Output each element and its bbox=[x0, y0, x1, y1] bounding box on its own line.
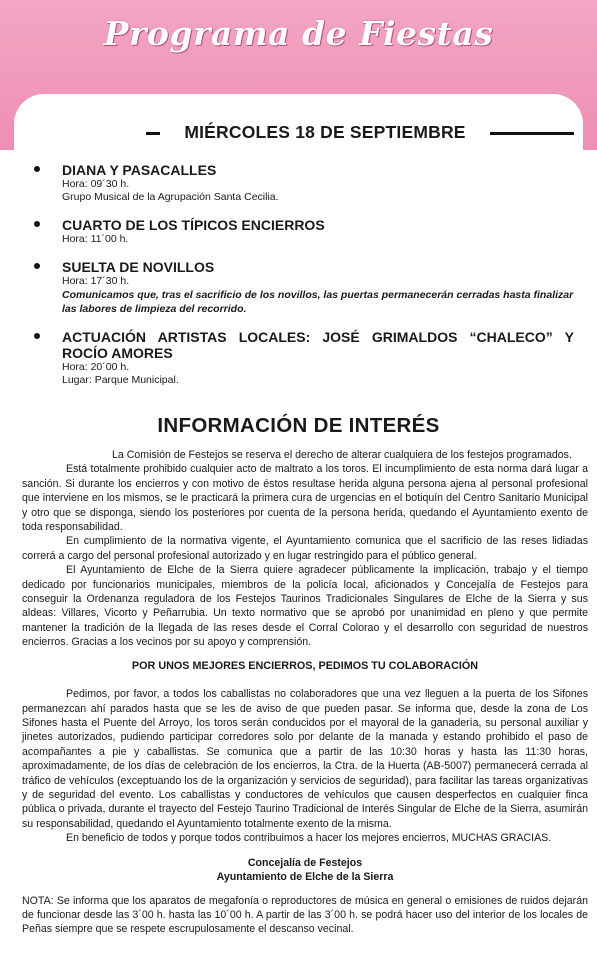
info-subheading: POR UNOS MEJORES ENCIERROS, PEDIMOS TU COLABORACIÓN bbox=[131, 659, 479, 672]
bullet-icon bbox=[34, 221, 40, 227]
info-paragraph: La Comisión de Festejos se reserva el derecho de alterar cualquiera de los festejos programados. bbox=[112, 449, 572, 461]
event-item bbox=[34, 259, 574, 316]
info-paragraph: Pedimos, por favor, a todos los caballistas no colaboradores que una vez lleguen a la puerta de los Sifones permanezcan ahí parados hasta que se les de aviso de que pueden pasar. Se informa que, desde la zona de Los Sifones hasta el Puente del Arroyo, los toros serán conducidos por el mayoral de la ganadería, su personal auxiliar y jinetes autorizados, pudiendo participar corredores solo por delante de la manada y estando prohibido el paso de acompañantes a pie y caballistas. Se comunica que a partir de las 10:30 horas y hasta las 11:30 horas, aproximadamente, de los días de celebración de los encierros, la Ctra. de la Huerta (AB-5007) permanecerá cerrada al tráfico de vehículos (exceptuando los de la organización y servicios de seguridad), para facilitar las tareas organizativas y de seguridad del evento. Los caballistas y conductores de vehículos que causen desperfectos en cualquier finca pública o privada, durante el trayecto del Festejo Taurino Tradicional de Interés Singular de Elche de la Sierra, asumirán su responsabilidad, quedando el Ayuntamiento totalmente exento de la misma. bbox=[22, 688, 588, 830]
event-time: Hora: 20´00 h. bbox=[62, 361, 130, 373]
event-item bbox=[34, 329, 574, 387]
info-paragraph: En beneficio de todos y porque todos contribuimos a hacer los mejores encierros, MUCHAS GRACIAS. bbox=[66, 832, 552, 845]
event-location: Lugar: Parque Municipal. bbox=[62, 374, 179, 386]
event-time: Hora: 17´30 h. bbox=[62, 275, 130, 287]
event-time: Hora: 09´30 h. bbox=[62, 178, 130, 190]
event-title: CUARTO DE LOS TÍPICOS ENCIERROS bbox=[62, 217, 325, 233]
page-title: Programa de Fiestas bbox=[103, 14, 494, 53]
day-heading bbox=[18, 122, 578, 144]
info-body bbox=[22, 448, 588, 937]
day-title: MIÉRCOLES 18 DE SEPTIEMBRE bbox=[160, 122, 490, 143]
info-paragraph: Está totalmente prohibido cualquier acto de maltrato a los toros. El incumplimiento de esta norma dará lugar a sanción. Si durante los encierros y con motivo de éstos resultase herida alguna persona ajena al personal profesional que interviene en los mismos, se le practicará la primera cura de urgencias en el botiquín del Centro Sanitario Municipal y otro que se disponga, siendo los posteriores por cuenta de la persona herida, quedando el Ayuntamiento exento de toda responsabilidad. bbox=[22, 463, 588, 534]
info-heading: INFORMACIÓN DE INTERÉS bbox=[157, 414, 440, 437]
bullet-icon bbox=[34, 263, 40, 269]
info-paragraph: En cumplimiento de la normativa vigente, el Ayuntamiento comunica que el sacrificio de las reses lidiadas correrá a cargo del personal profesional autorizado y en lugar restringido para el público general. bbox=[22, 535, 588, 562]
divider-right bbox=[484, 132, 574, 135]
event-detail: Grupo Musical de la Agrupación Santa Cecilia. bbox=[62, 191, 279, 203]
event-title: ACTUACIÓN ARTISTAS LOCALES: JOSÉ GRIMALDOS “CHALECO” Y ROCÍO AMORES bbox=[62, 329, 574, 361]
signature-line: Ayuntamiento de Elche de la Sierra bbox=[216, 870, 394, 883]
signature-line: Concejalía de Festejos bbox=[247, 856, 363, 869]
bullet-icon bbox=[34, 333, 40, 339]
info-paragraph: El Ayuntamiento de Elche de la Sierra quiere agradecer públicamente la implicación, trabajo y el tiempo dedicado por funcionarios municipales, miembros de la policía local, aficionados y Concejalía de Festejos para conseguir la Ordenanza reguladora de los Festejos Taurinos Tradicionales Singulares de Elche de la Sierra y sus aldeas: Villares, Vicorto y Peñarrubia. Un texto normativo que se aprobó por unanimidad en pleno y que permite mantener la tradición de la llegada de las reses desde el Corral Colorao y el desarrollo con seguridad de nuestros encierros. Gracias a los vecinos por su apoyo y comprensión. bbox=[22, 564, 588, 649]
note-text: NOTA: Se informa que los aparatos de megafonía o reproductores de música en general o emisiones de ruidos dejarán de funcionar desde las 3´00 h. hasta las 10´00 h. A partir de las 3´00 h. se podrá hacer uso del interior de los locales de Peñas siempre que se respete escrupulosamente el descanso vecinal. bbox=[22, 894, 588, 936]
event-title: DIANA Y PASACALLES bbox=[62, 162, 217, 178]
event-note: Comunicamos que, tras el sacrificio de los novillos, las puertas permanecerán cerradas hasta finalizar las labores de limpieza del recorrido. bbox=[62, 289, 574, 315]
bullet-icon bbox=[34, 166, 40, 172]
event-title: SUELTA DE NOVILLOS bbox=[62, 259, 215, 275]
event-item bbox=[34, 217, 574, 246]
event-list bbox=[34, 162, 574, 400]
event-time: Hora: 11´00 h. bbox=[62, 233, 129, 245]
event-item bbox=[34, 162, 574, 204]
